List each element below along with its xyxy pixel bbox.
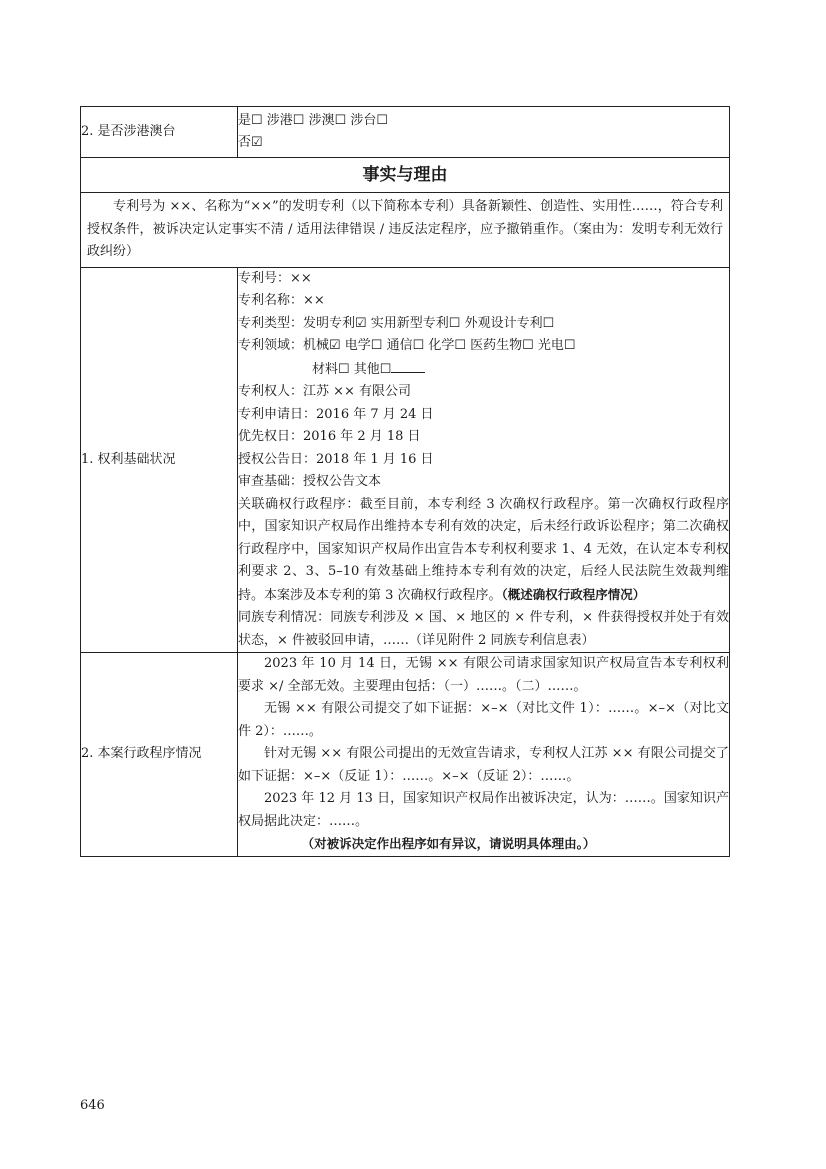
patent-field-line-2 xyxy=(238,358,729,382)
facts-text: 专利号为 ××、名称为“××”的发明专利（以下简称本专利）具备新颖性、创造性、实用性……，符合专利授权条件，被诉决定认定事实不清 / 适用法律错误 / 违反法定程序，应予撤销重作。（案由为：发明专利无效行政纠纷） xyxy=(81,193,730,268)
application-date: 专利申请日：2016 年 7 月 24 日 xyxy=(238,406,434,422)
procedure-note: （对被诉决定作出程序如有异议，请说明具体理由。） xyxy=(301,836,596,851)
related-procedures-note: （概述确权行政程序情况） xyxy=(501,586,646,602)
procedure-paragraph-3: 针对无锡 ×× 有限公司提出的无效宣告请求，专利权人江苏 ×× 有限公司提交了如下证据：×–×（反证 1）：……。×–×（反证 2）：……。 xyxy=(238,746,729,784)
patent-field-line-2-text: 材料☐ 其他☐ xyxy=(312,361,392,377)
hk-macao-taiwan-label: 2. 是否涉港澳台 xyxy=(81,107,238,158)
related-procedures xyxy=(238,494,729,608)
procedure-paragraph-4: 2023 年 12 月 13 日，国家知识产权局作出被诉决定，认为：……。国家知识产权局据此决定：……。 xyxy=(238,791,729,829)
hk-options-line-1: 是☐ 涉港☐ 涉澳☐ 涉台☐ xyxy=(238,112,389,128)
patent-number: 专利号：×× xyxy=(238,270,312,286)
procedure-paragraph-1: 2023 年 10 月 14 日，无锡 ×× 有限公司请求国家知识产权局宣告本专利权利要求 ×/ 全部无效。主要理由包括：（一）……。（二）……。 xyxy=(238,656,729,694)
hk-options-line-2: 否☑ xyxy=(238,135,263,150)
procedure-label: 2. 本案行政程序情况 xyxy=(81,653,238,857)
rights-basis-row xyxy=(81,267,730,653)
patent-type: 专利类型：发明专利☑ 实用新型专利☐ 外观设计专利☐ xyxy=(238,315,555,331)
patent-field-line-1: 专利领域：机械☑ 电学☐ 通信☐ 化学☐ 医药生物☐ 光电☐ xyxy=(238,338,576,353)
patentee: 专利权人：江苏 ×× 有限公司 xyxy=(238,384,412,399)
procedure-content xyxy=(238,653,730,857)
rights-basis-content xyxy=(238,267,730,653)
procedure-paragraph-2: 无锡 ×× 有限公司提交了如下证据：×–×（对比文件 1）：……。×–×（对比文件 2）：……。 xyxy=(238,701,729,739)
rights-basis-label: 1. 权利基础状况 xyxy=(81,267,238,653)
patent-family: 同族专利情况：同族专利涉及 × 国、× 地区的 × 件专利，× 件获得授权并处于有效状态，× 件被驳回申请，……（详见附件 2 同族专利信息表） xyxy=(238,610,729,648)
grant-date: 授权公告日：2018 年 1 月 16 日 xyxy=(238,451,434,467)
page-number: 646 xyxy=(80,1098,105,1113)
hk-macao-taiwan-options xyxy=(238,107,730,158)
procedure-row xyxy=(81,653,730,857)
priority-date: 优先权日：2016 年 2 月 18 日 xyxy=(238,429,421,444)
complaint-form-table xyxy=(80,106,730,857)
other-blank-line xyxy=(391,358,425,373)
hk-macao-taiwan-row xyxy=(81,107,730,158)
patent-name: 专利名称：×× xyxy=(238,293,325,308)
examination-basis: 审查基础：授权公告文本 xyxy=(238,474,382,489)
section-title: 事实与理由 xyxy=(81,158,730,193)
section-title-row xyxy=(81,158,730,193)
related-procedures-text: 关联确权行政程序：截至目前，本专利经 3 次确权行政程序。第一次确权行政程序中，国家知识产权局作出维持本专利有效的决定，后未经行政诉讼程序；第二次确权行政程序中，国家知识产权局作出宣告本专利权利要求 1、4 无效，在认定本专利权利要求 2、3、5–10 有效基础上维持本专利有效的决定，后经人民法院生效裁判维持。本案涉及本专利的第 3 次确权行政程序。 xyxy=(238,496,729,603)
facts-row xyxy=(81,193,730,268)
